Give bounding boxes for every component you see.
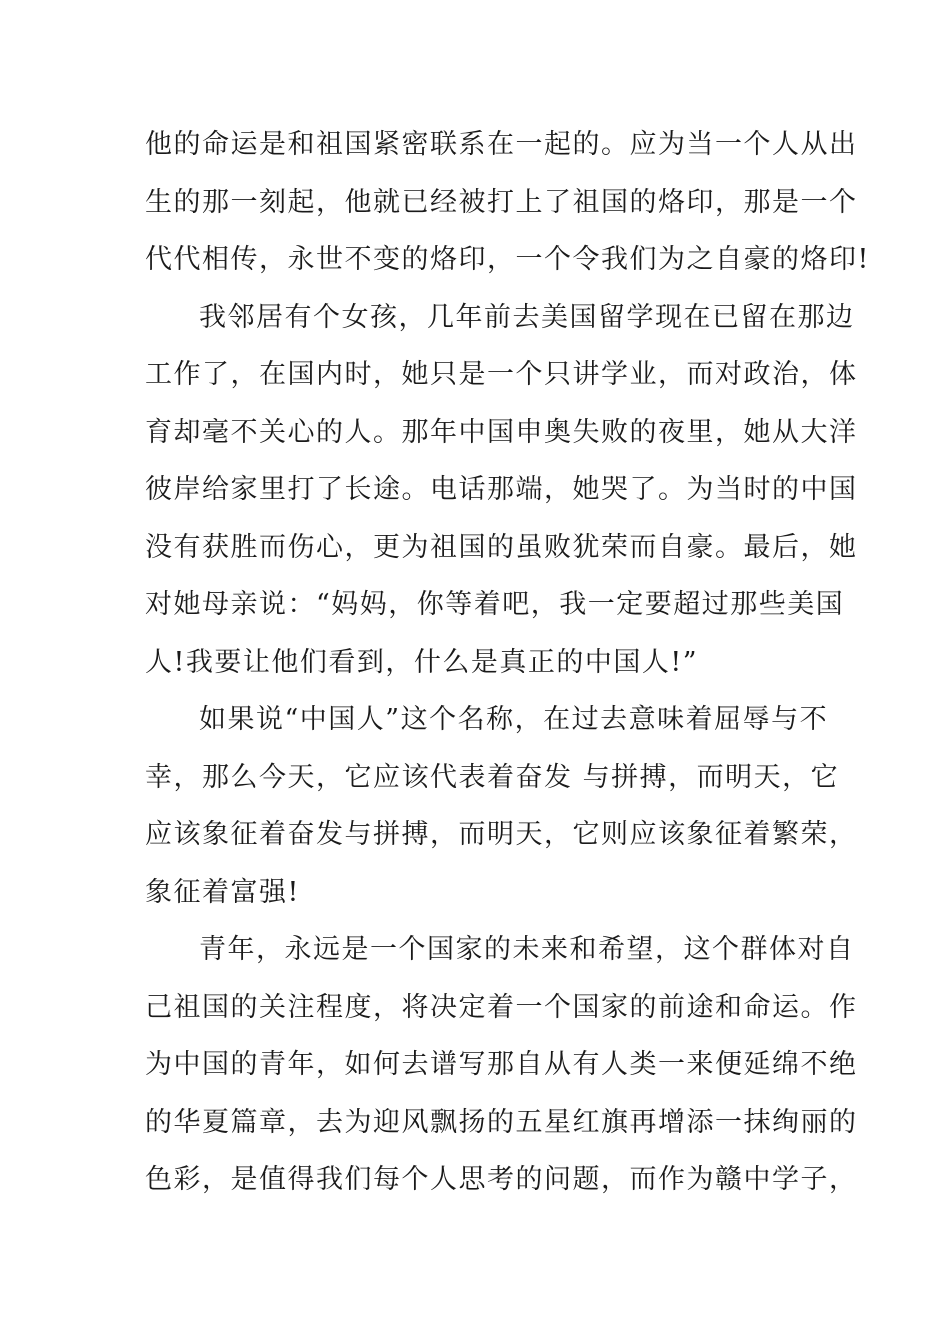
text-line: 我邻居有个女孩，几年前去美国留学现在已留在那边 <box>199 301 855 333</box>
text-line: 应该象征着奋发与拼搏，而明天，它则应该象征着繁荣， <box>145 819 858 850</box>
text-line: 己祖国的关注程度，将决定着一个国家的前途和命运。作 <box>145 991 858 1023</box>
paragraph-1 <box>145 116 870 289</box>
text-line: 工作了，在国内时，她只是一个只讲学业，而对政治，体 <box>145 359 858 390</box>
text-line: 色彩，是值得我们每个人思考的问题，而作为赣中学子， <box>145 1164 858 1195</box>
paragraph-2 <box>145 289 858 692</box>
text-line: 如果说“中国人”这个名称，在过去意味着屈辱与不 <box>199 704 829 735</box>
text-line: 他的命运是和祖国紧密联系在一起的。应为当一个人从出 <box>145 129 858 160</box>
paragraph-3 <box>145 691 858 921</box>
text-line: 生的那一刻起，他就已经被打上了祖国的烙印，那是一个 <box>145 186 858 218</box>
text-line: 没有获胜而伤心，更为祖国的虽败犹荣而自豪。最后，她 <box>145 531 858 563</box>
paragraph-4 <box>145 921 858 1209</box>
text-line: 的华夏篇章，去为迎风飘扬的五星红旗再增添一抹绚丽的 <box>145 1106 858 1138</box>
document-body <box>145 116 870 1209</box>
text-line: 象征着富强! <box>145 876 300 908</box>
text-line: 对她母亲说：“妈妈，你等着吧，我一定要超过那些美国 <box>145 589 845 620</box>
text-line: 幸，那么今天，它应该代表着奋发 与拼搏，而明天，它 <box>145 761 840 793</box>
text-line: 为中国的青年，如何去谱写那自从有人类一来便延绵不绝 <box>145 1049 858 1080</box>
text-line: 人!我要让他们看到，什么是真正的中国人!” <box>145 646 699 678</box>
text-line: 代代相传，永世不变的烙印，一个令我们为之自豪的烙印! <box>145 244 870 275</box>
text-line: 育却毫不关心的人。那年中国申奥失败的夜里，她从大洋 <box>145 416 858 448</box>
text-line: 彼岸给家里打了长途。电话那端，她哭了。为当时的中国 <box>145 474 858 505</box>
text-line: 青年，永远是一个国家的未来和希望，这个群体对自 <box>199 934 855 965</box>
